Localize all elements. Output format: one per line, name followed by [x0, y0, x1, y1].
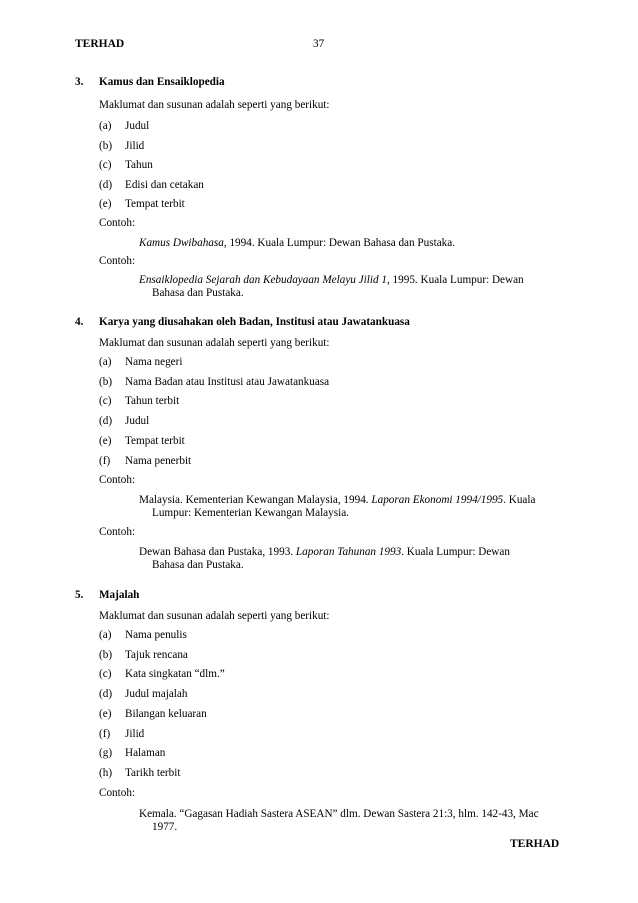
- list-item-label: (c): [99, 159, 112, 171]
- section-4-title: Karya yang diusahakan oleh Badan, Institusi atau Jawatankuasa: [99, 316, 410, 328]
- list-item-text: Tahun terbit: [125, 395, 180, 407]
- list-item-label: (a): [99, 356, 112, 368]
- section-4-intro: Maklumat dan susunan adalah seperti yang berikut:: [99, 337, 330, 349]
- list-item-label: (h): [99, 767, 113, 779]
- list-item-text: Tahun: [125, 159, 153, 171]
- section-3-number: 3.: [75, 76, 84, 88]
- citation-title: Laporan Tahunan 1993: [295, 546, 402, 558]
- list-item-label: (e): [99, 708, 112, 720]
- list-item-label: (f): [99, 455, 111, 467]
- citation-text: , 1995. Kuala Lumpur: Dewan: [386, 274, 524, 286]
- list-item-text: Judul majalah: [125, 688, 188, 700]
- list-item-text: Halaman: [125, 747, 166, 759]
- list-item-text: Tempat terbit: [125, 435, 185, 447]
- example-citation: [139, 546, 563, 572]
- citation-continuation: Bahasa dan Pustaka.: [152, 559, 244, 571]
- list-item-label: (a): [99, 629, 112, 641]
- list-item-text: Bilangan keluaran: [125, 708, 207, 720]
- list-item-label: (b): [99, 649, 113, 661]
- list-item-text: Judul: [125, 415, 150, 427]
- page-number: 37: [313, 38, 325, 50]
- citation-title: Ensaiklopedia Sejarah dan Kebudayaan Melayu Jilid 1: [139, 274, 387, 286]
- example-citation: [139, 237, 563, 250]
- citation-title: Laporan Ekonomi 1994/1995: [371, 494, 504, 506]
- list-item-text: Nama Badan atau Institusi atau Jawatankuasa: [125, 376, 330, 388]
- example-label: Contoh:: [99, 217, 136, 229]
- list-item-label: (f): [99, 728, 111, 740]
- citation-title: Kamus Dwibahasa: [139, 237, 224, 249]
- list-item-text: Jilid: [125, 728, 145, 740]
- citation-text: Dewan Bahasa dan Pustaka, 1993.: [139, 546, 296, 558]
- list-item-label: (d): [99, 179, 113, 191]
- list-item-text: Tarikh terbit: [125, 767, 181, 779]
- example-citation: [139, 808, 563, 834]
- list-item-label: (e): [99, 435, 112, 447]
- example-label: Contoh:: [99, 255, 136, 267]
- list-item-label: (g): [99, 747, 113, 759]
- citation-continuation: Bahasa dan Pustaka.: [152, 287, 244, 299]
- list-item-text: Judul: [125, 120, 150, 132]
- list-item-label: (b): [99, 376, 113, 388]
- list-item-label: (c): [99, 395, 112, 407]
- section-4-number: 4.: [75, 316, 84, 328]
- section-5-intro: Maklumat dan susunan adalah seperti yang berikut:: [99, 610, 330, 622]
- list-item-label: (c): [99, 668, 112, 680]
- list-item-label: (a): [99, 120, 112, 132]
- section-3-title: Kamus dan Ensaiklopedia: [99, 76, 225, 88]
- list-item-text: Tempat terbit: [125, 198, 185, 210]
- header-classification: TERHAD: [75, 38, 125, 50]
- example-label: Contoh:: [99, 474, 136, 486]
- list-item-text: Nama negeri: [125, 356, 183, 368]
- citation-text: Malaysia. Kementerian Kewangan Malaysia, 1994.: [139, 494, 372, 506]
- example-label: Contoh:: [99, 787, 136, 799]
- example-citation: [139, 274, 563, 300]
- footer-classification: TERHAD: [510, 838, 560, 850]
- section-5-title: Majalah: [99, 589, 140, 601]
- section-3-intro: Maklumat dan susunan adalah seperti yang berikut:: [99, 99, 330, 111]
- citation-text: . Kuala Lumpur: Dewan: [401, 546, 510, 558]
- list-item-label: (d): [99, 415, 113, 427]
- example-label: Contoh:: [99, 526, 136, 538]
- list-item-label: (e): [99, 198, 112, 210]
- list-item-text: Nama penerbit: [125, 455, 192, 467]
- list-item-text: Edisi dan cetakan: [125, 179, 204, 191]
- list-item-text: Kata singkatan “dlm.”: [125, 668, 225, 680]
- citation-text: Kemala. “Gagasan Hadiah Sastera ASEAN” dlm. Dewan Sastera 21:3, hlm. 142-43, Mac: [139, 808, 539, 820]
- section-5-number: 5.: [75, 589, 84, 601]
- list-item-text: Jilid: [125, 140, 145, 152]
- example-citation: [139, 494, 563, 520]
- list-item-text: Nama penulis: [125, 629, 187, 641]
- citation-continuation: 1977.: [152, 821, 178, 833]
- citation-text: . Kuala: [503, 494, 536, 506]
- list-item-label: (d): [99, 688, 113, 700]
- citation-continuation: Lumpur: Kementerian Kewangan Malaysia.: [152, 507, 349, 519]
- citation-text: , 1994. Kuala Lumpur: Dewan Bahasa dan Pustaka.: [223, 237, 456, 249]
- list-item-label: (b): [99, 140, 113, 152]
- list-item-text: Tajuk rencana: [125, 649, 188, 661]
